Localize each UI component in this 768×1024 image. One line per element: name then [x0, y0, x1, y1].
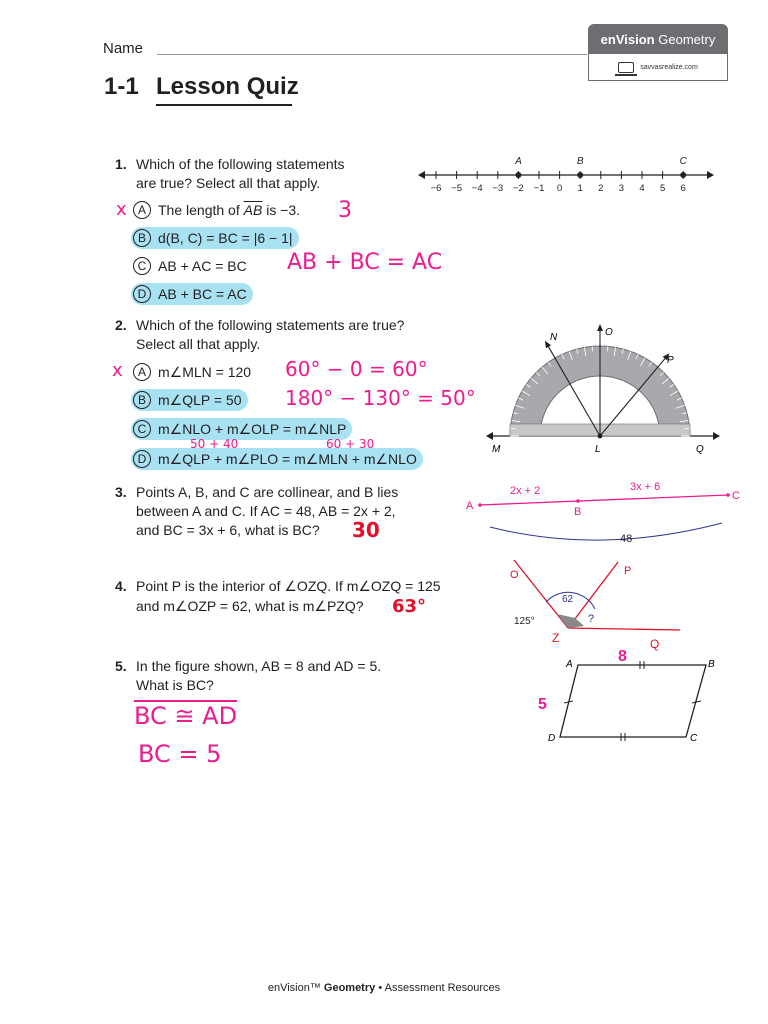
number-line-tick-label: −2 — [512, 183, 524, 194]
q3-hw-label-c: C — [732, 490, 740, 502]
brand-url-box — [588, 54, 728, 81]
question-3-line-3: and BC = 3x + 6, what is BC? — [136, 522, 320, 538]
q3-sketch-point-c — [726, 493, 730, 497]
q2-option-c-text: m∠NLO + m∠OLP = m∠NLP — [158, 420, 347, 437]
footer-brand: enVision™ — [267, 982, 321, 994]
number-line-tick-label: 1 — [577, 183, 583, 194]
question-5-line-2: What is BC? — [136, 677, 214, 693]
q2-hw-mark-a: x — [112, 360, 123, 381]
q2-option-c[interactable] — [131, 418, 352, 440]
brand-subject: Geometry — [658, 31, 716, 47]
number-line-tick-label: −5 — [451, 183, 463, 194]
q1-option-d-letter: D — [133, 285, 151, 303]
brand-badge — [588, 24, 728, 54]
quiz-title: Lesson Quiz — [156, 73, 299, 100]
footer-subject: Geometry — [323, 982, 376, 994]
page-footer — [0, 982, 768, 994]
q1-option-b[interactable] — [131, 227, 299, 249]
q2-option-d-letter: D — [133, 450, 151, 468]
q1-option-d-text: AB + BC = AC — [158, 286, 247, 302]
q5-hw-line-2: BC = 5 — [138, 740, 222, 768]
question-4-number: 4. — [115, 578, 127, 594]
q1-option-a[interactable] — [131, 199, 306, 221]
q1-option-b-text: d(B, C) = BC = |6 − 1| — [158, 230, 293, 246]
q1-option-c[interactable] — [131, 255, 253, 277]
q1-option-c-text: AB + AC = BC — [158, 258, 247, 274]
question-3-line-1: Points A, B, and C are collinear, and B lies — [136, 484, 399, 500]
q3-hw-answer: 30 — [352, 518, 380, 542]
protractor-right-arrow — [713, 432, 720, 440]
parallelogram-label-a: A — [566, 659, 573, 670]
number-line-tick-label: 2 — [598, 183, 604, 194]
q4-hw-label-z: Z — [552, 631, 560, 645]
number-line-tick-label: 3 — [618, 183, 625, 194]
question-3-number: 3. — [115, 484, 127, 500]
q2-hw-note-d1: 50 + 40 — [190, 437, 239, 451]
q1-option-a-letter: A — [133, 201, 151, 219]
q2-option-a-letter: A — [133, 363, 151, 381]
q3-sketch-point-b — [576, 499, 580, 503]
number-line-point-label-c: C — [679, 156, 687, 167]
protractor-left-arrow — [486, 432, 493, 440]
number-line-tick-label: −1 — [533, 183, 545, 194]
q4-hw-label-q: Q — [650, 637, 660, 651]
number-line-tick-label: 5 — [659, 183, 666, 194]
protractor-label-p: P — [667, 355, 674, 366]
question-2-number: 2. — [115, 317, 127, 333]
q2-option-d-text: m∠QLP + m∠PLO = m∠MLN + m∠NLO — [158, 450, 417, 467]
q3-hw-label-a: A — [466, 500, 474, 512]
number-line-tick-label: −6 — [430, 183, 442, 194]
parallelogram-shape — [560, 665, 706, 737]
q1-option-d[interactable] — [131, 283, 253, 305]
q5-hw-side-ad: 5 — [538, 696, 547, 713]
question-4-line-1: Point P is the interior of ∠OZQ. If m∠OZQ = 125 — [136, 578, 441, 594]
protractor-ray-arrow-lo — [597, 324, 603, 331]
number-line-point-c — [680, 172, 686, 178]
number-line-figure — [410, 150, 720, 200]
parallelogram-label-b: B — [708, 659, 715, 670]
number-line-point-label-b: B — [576, 156, 584, 167]
q1-option-a-text: The length of $\overline{AB}$ is −3. — [158, 202, 301, 218]
q2-option-a[interactable] — [131, 361, 257, 383]
number-line-point-b — [577, 172, 583, 178]
number-line-tick-label: 0 — [556, 183, 563, 194]
protractor-label-q: Q — [696, 444, 704, 455]
name-label: Name — [103, 40, 144, 57]
protractor-label-n: N — [550, 332, 558, 343]
q2-option-a-text: m∠MLN = 120 — [158, 363, 252, 380]
q2-hw-note-d2: 60 + 30 — [326, 437, 375, 451]
number-line-left-arrow — [418, 171, 425, 179]
q3-hw-seg-ab: 2x + 2 — [510, 485, 541, 497]
name-input-line[interactable] — [157, 54, 587, 55]
q4-hw-answer: 63° — [392, 596, 427, 617]
question-3-line-2: between A and C. If AC = 48, AB = 2x + 2, — [136, 503, 396, 519]
q5-hw-line-1: BC ≅ AD — [134, 702, 238, 730]
question-1-line-1: Which of the following statements — [136, 156, 345, 172]
question-1-number: 1. — [115, 156, 127, 172]
q1-option-c-letter: C — [133, 257, 151, 275]
number-line-tick-label: −4 — [471, 183, 483, 194]
q1-hw-answer-c: AB + BC = AC — [287, 250, 443, 275]
q2-hw-work-a: 60° − 0 = 60° — [285, 357, 428, 381]
laptop-icon — [618, 62, 634, 73]
number-line-point-a — [515, 172, 521, 178]
q4-hw-label-o: O — [510, 569, 519, 581]
parallelogram-label-c: C — [690, 733, 698, 744]
number-line-right-arrow — [707, 171, 714, 179]
q2-hw-work-b: 180° − 130° = 50° — [285, 386, 476, 410]
q2-option-b[interactable] — [131, 389, 248, 411]
q4-hw-unknown: ? — [588, 613, 595, 625]
protractor-label-m: M — [492, 444, 501, 455]
q3-sketch — [460, 475, 750, 555]
q3-sketch-point-a — [478, 503, 482, 507]
protractor-label-l: L — [595, 444, 601, 455]
question-2-line-1: Which of the following statements are true? — [136, 317, 405, 333]
quiz-number: 1-1 — [104, 73, 139, 100]
q3-hw-label-b: B — [574, 506, 582, 518]
q2-option-b-letter: B — [133, 391, 151, 409]
question-5-number: 5. — [115, 658, 127, 674]
q1-option-b-letter: B — [133, 229, 151, 247]
q1-hw-answer-a: 3 — [338, 198, 352, 223]
q4-ray-zq — [568, 628, 680, 630]
parallelogram-figure — [530, 645, 720, 750]
protractor-label-o: O — [605, 327, 613, 338]
q3-hw-total: 48 — [620, 533, 633, 545]
title-underline — [156, 104, 292, 106]
q4-hw-angle-part: 62 — [562, 594, 574, 605]
q3-sketch-total-arc — [490, 523, 722, 540]
brand-name: enVision — [600, 31, 655, 47]
number-line-tick-label: 4 — [639, 183, 645, 194]
q2-option-c-letter: C — [133, 420, 151, 438]
protractor-vertex-l — [598, 434, 603, 439]
number-line-tick-label: 6 — [680, 183, 686, 194]
q4-hw-label-p: P — [624, 565, 632, 577]
protractor-figure — [484, 318, 724, 458]
footer-bullet: • — [378, 982, 383, 994]
q4-hw-angle-total: 125° — [514, 616, 535, 627]
number-line-tick-label: −3 — [492, 183, 504, 194]
number-line-point-label-a: A — [515, 156, 522, 167]
footer-resource: Assessment Resources — [384, 982, 501, 994]
question-4-line-2: and m∠OZP = 62, what is m∠PZQ? — [136, 598, 364, 614]
question-5-line-1: In the figure shown, AB = 8 and AD = 5. — [136, 658, 382, 674]
question-2-line-2: Select all that apply. — [136, 336, 261, 352]
q2-option-d[interactable] — [131, 448, 423, 470]
segment-ab-overline: $\overline{AB}$ — [243, 202, 263, 218]
q3-hw-seg-bc: 3x + 6 — [630, 481, 661, 493]
question-1-line-2: are true? Select all that apply. — [136, 175, 321, 191]
q4-angle-shading — [557, 614, 584, 628]
q4-sketch — [500, 552, 690, 652]
q5-hw-side-ab: 8 — [618, 648, 627, 665]
q1-hw-mark-a: x — [116, 199, 127, 220]
parallelogram-label-d: D — [548, 733, 556, 744]
brand-url[interactable]: savvasrealize.com — [640, 63, 698, 71]
q2-option-b-text: m∠QLP = 50 — [158, 391, 242, 408]
